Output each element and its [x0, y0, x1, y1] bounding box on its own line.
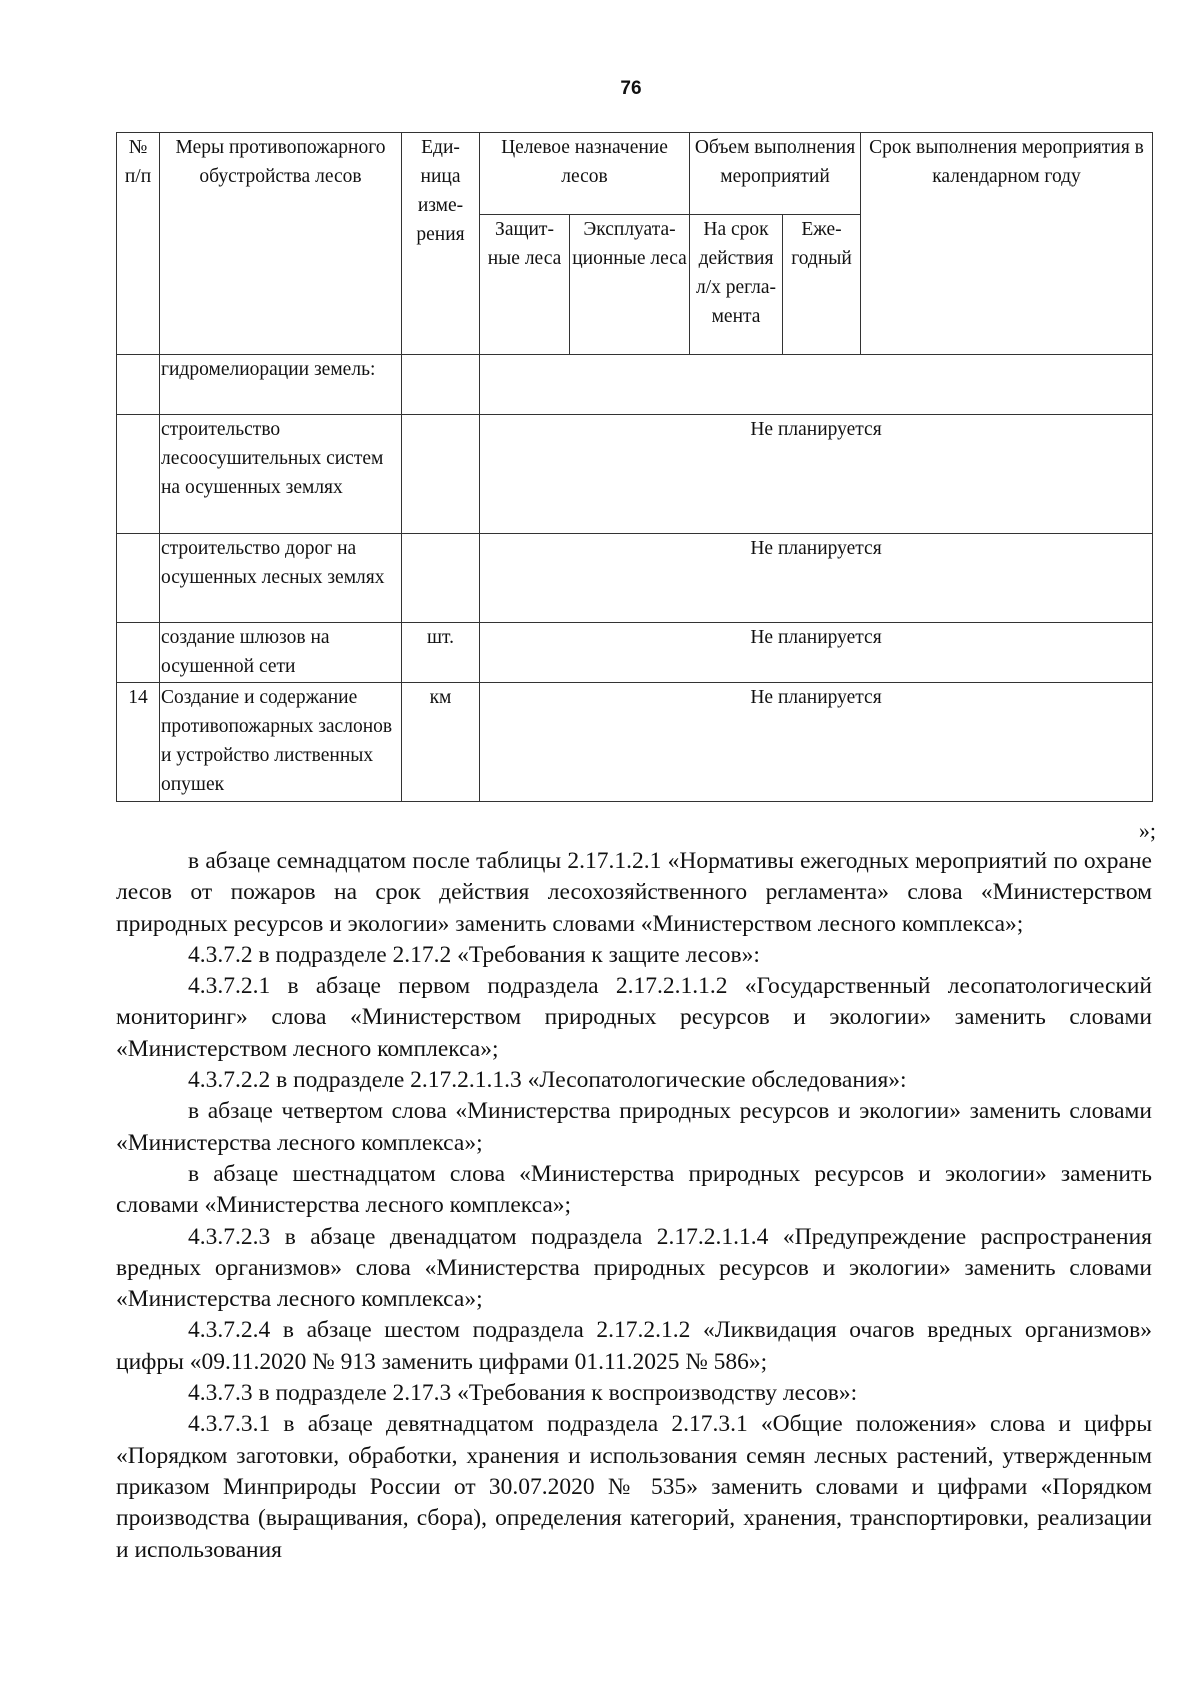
row-status: Не планируется	[480, 683, 1153, 802]
paragraph: 4.3.7.2 в подразделе 2.17.2 «Требования к защите лесов»:	[188, 941, 760, 968]
header-per-term: На срок действия л/х регла-мента	[690, 215, 783, 355]
row-unit: шт.	[402, 623, 480, 683]
header-exploitation: Эксплуата-ционные леса	[570, 215, 690, 355]
header-protective: Защит-ные леса	[480, 215, 570, 355]
header-purpose: Целевое назначение лесов	[480, 133, 690, 215]
row-num	[117, 355, 160, 415]
row-status: Не планируется	[480, 534, 1153, 623]
header-annual: Еже-годный	[783, 215, 861, 355]
paragraph: в абзаце четвертом слова «Министерства природных ресурсов и экологии» заменить словами «Министерства лесного комплекса»;	[116, 1098, 1152, 1156]
row-num	[117, 534, 160, 623]
header-deadline: Срок выполнения мероприятия в календарном году	[861, 133, 1153, 355]
table-row	[117, 683, 1153, 802]
paragraph: 4.3.7.2.3 в абзаце двенадцатом подраздела 2.17.2.1.1.4 «Предупреждение распространения вредных организмов» слова «Министерства природных ресурсов и экологии» заменить словами «Министерства лесного комплекса»;	[116, 1223, 1152, 1313]
row-unit: км	[402, 683, 480, 802]
paragraph: 4.3.7.3.1 в абзаце девятнадцатом подраздела 2.17.3.1 «Общие положения» слова и цифры «Порядком заготовки, обработки, хранения и использования семян лесных растений, утвержденным приказом Минприроды России от 30.07.2020 № 535» заменить словами и цифрами «Порядком производства (выращивания, сбора), определения категорий, хранения, транспортировки, реализации и использования	[116, 1411, 1152, 1563]
header-volume: Объем выполнения мероприятий	[690, 133, 861, 215]
table-row	[117, 355, 1153, 415]
paragraph: 4.3.7.2.4 в абзаце шестом подраздела 2.17.2.1.2 «Ликвидация очагов вредных организмов» цифры «09.11.2020 № 913 заменить цифрами 01.11.2025 № 586»;	[116, 1317, 1152, 1375]
row-unit	[402, 534, 480, 623]
header-num: № п/п	[117, 133, 160, 355]
row-unit	[402, 355, 480, 415]
paragraph: в абзаце шестнадцатом слова «Министерства природных ресурсов и экологии» заменить словами «Министерства лесного комплекса»;	[116, 1160, 1152, 1219]
row-measure: строительство дорог на осушенных лесных землях	[160, 534, 402, 623]
closing-quote: »;	[1138, 818, 1156, 843]
row-unit	[402, 415, 480, 534]
paragraph: 4.3.7.2.1 в абзаце первом подраздела 2.17.2.1.1.2 «Государственный лесопатологический мониторинг» слова «Министерством природных ресурсов и экологии» заменить словами «Министерством лесного комплекса»;	[116, 973, 1152, 1062]
fire-measures-table	[116, 132, 1153, 802]
header-measures: Меры противопожарного обустройства лесов	[160, 133, 402, 355]
paragraph: в абзаце семнадцатом после таблицы 2.17.1.2.1 «Нормативы ежегодных мероприятий по охране лесов от пожаров на срок действия лесохозяйственного регламента» слова «Министерством природных ресурсов и экологии» заменить словами «Министерством лесного комплекса»;	[116, 848, 1152, 937]
row-measure: создание шлюзов на осушенной сети	[160, 623, 402, 683]
row-num	[117, 623, 160, 683]
row-measure: гидромелиорации земель:	[160, 355, 402, 415]
row-status	[480, 355, 1153, 415]
page-number: 76	[620, 78, 642, 99]
table-row	[117, 534, 1153, 623]
header-row-1	[117, 133, 1153, 215]
row-num: 14	[117, 683, 160, 802]
row-measure: Создание и содержание противопожарных заслонов и устройство лиственных опушек	[160, 683, 402, 802]
amendment-text	[116, 846, 1152, 1566]
header-unit: Еди-ница изме-рения	[402, 133, 480, 355]
paragraph: 4.3.7.2.2 в подразделе 2.17.2.1.1.3 «Лесопатологические обследования»:	[188, 1067, 907, 1094]
row-measure: строительство лесоосушительных систем на осушенных землях	[160, 415, 402, 534]
row-num	[117, 415, 160, 534]
table-row	[117, 623, 1153, 683]
row-status: Не планируется	[480, 623, 1153, 683]
table-row	[117, 415, 1153, 534]
paragraph: 4.3.7.3 в подразделе 2.17.3 «Требования к воспроизводству лесов»:	[188, 1380, 858, 1407]
row-status: Не планируется	[480, 415, 1153, 534]
